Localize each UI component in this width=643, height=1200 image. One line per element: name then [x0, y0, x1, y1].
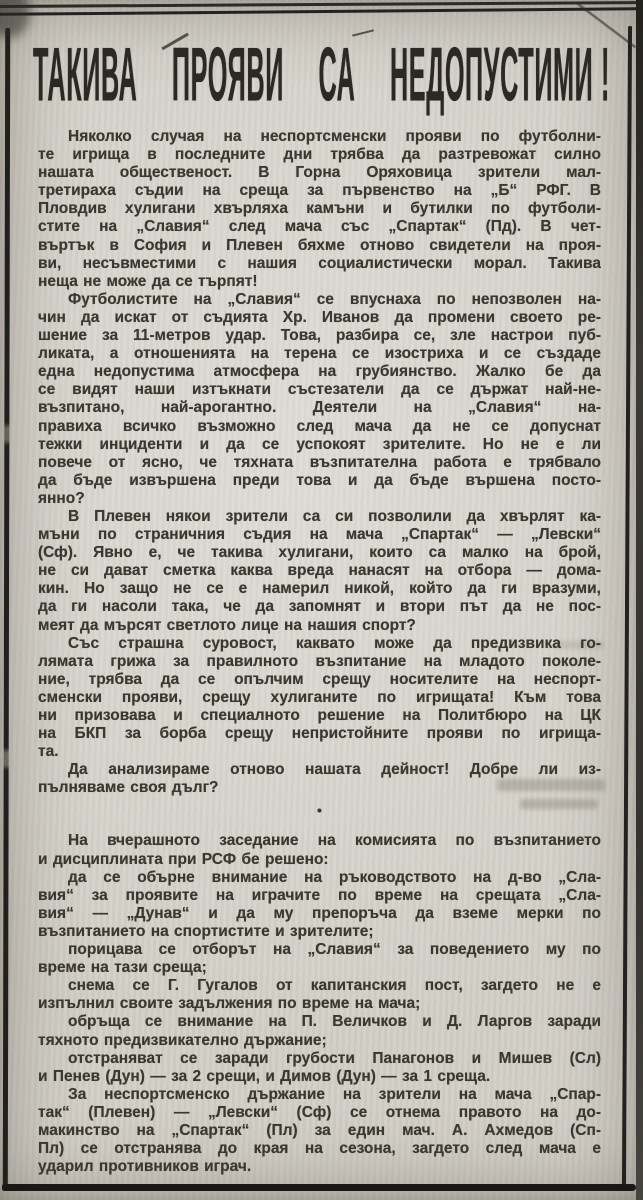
- body-line: те игрища в последните дни трябва да разтревожат силно: [38, 146, 601, 164]
- scan-edge-shadow: [636, 0, 643, 1200]
- body-line: макинство на „Спартак“ (Пл) за един мач. А. Ахмедов (Сп-: [38, 1121, 601, 1139]
- headline-word: НЕДОПУСТИМИ !: [389, 34, 611, 118]
- body-line: Пл) се отстранява до края на сезона, загдето след мача е: [38, 1140, 601, 1158]
- body-line: сменски прояви, срещу хулиганите по игрищата! Към това: [38, 688, 601, 706]
- body-line: неща не може да се търпят!: [38, 272, 258, 290]
- paragraph: [38, 941, 601, 977]
- body-line: ударил противников играч.: [38, 1158, 252, 1176]
- body-line: правиха всичко възможно след мача да не се допуснат: [38, 417, 601, 435]
- body-line: въртък в София и Плевен бяхме отново свидетели на проя-: [38, 236, 601, 254]
- body-line: и дисциплината при РСФ бе решено:: [38, 850, 329, 868]
- body-line: нашата общественост. В Горна Оряховица зрители мал-: [38, 164, 601, 182]
- body-line: кин. Но защо не се е намерил никой, който да ги вразуми,: [38, 580, 601, 598]
- body-line: се видят наши изтъкнати състезатели да се държат най-не-: [38, 381, 601, 399]
- body-line: да ги насоли така, че да запомнят и втори път да не пос-: [38, 598, 601, 616]
- body-line: на БКП за борба срещу непристойните прояви по игрища-: [38, 725, 601, 743]
- body-line: шение за 11-метров удар. Това, разбира се, зле настрои пуб-: [38, 327, 601, 345]
- body-line: повече от ясно, че тяхната възпитателна работа е трябвало: [38, 453, 601, 471]
- body-line: Със страшна суровост, каквато може да предизвика го-: [68, 634, 601, 652]
- body-line: отстраняват се заради грубости Панагонов и Мишев (Сл): [68, 1049, 601, 1067]
- body-line: янно?: [38, 489, 85, 507]
- body-line: обръща се внимание на П. Величков и Д. Ларгов заради: [68, 1013, 601, 1031]
- body-line: възпитано, най-арогантно. Деятели на „Славия“ на-: [38, 399, 601, 417]
- body-line: (Сф). Явно е, че такива хулигани, които са малко на брой,: [38, 544, 601, 562]
- body-line: вия“ — „Дунав“ и да му препоръча да вземе мерки по: [38, 904, 601, 922]
- body-line: една недопустима атмосфера на грубиянство. Жалко бе да: [38, 363, 601, 381]
- headline-word: СА: [318, 34, 356, 118]
- body-line: тежки инциденти и да се успокоят зрителите. Но не е ли: [38, 435, 601, 453]
- bottom-frame-bar: [2, 1184, 636, 1191]
- headline-word: ТАКИВА: [33, 34, 138, 118]
- body-line: Пловдив хулигани хвърляха камъни и бутилки по футболи-: [38, 200, 601, 218]
- paragraph: [38, 508, 601, 635]
- body-line: възпитанието на спортистите и зрителите;: [38, 922, 374, 940]
- body-line: стите на „Славия“ след мача със „Спартак“ (Пд). В чет-: [38, 218, 601, 236]
- body-line: та.: [38, 743, 59, 761]
- paragraph: [38, 977, 601, 1013]
- body-line: лямата грижа за правилното възпитание на младото поколе-: [38, 652, 601, 670]
- paragraph: [38, 128, 601, 291]
- body-line: За неспортсменско държание на зрители на мача „Спар-: [68, 1085, 601, 1103]
- body-line: В Плевен някои зрители са си позволили да хвърлят ка-: [68, 507, 601, 525]
- body-line: так“ (Плевен) — „Левски“ (Сф) се отнема правото на до-: [38, 1103, 601, 1121]
- headline: [33, 34, 613, 118]
- paragraph: [38, 635, 601, 762]
- paragraph: [38, 1013, 601, 1049]
- body-line: ликата, а отношенията на терена се изостриха и се създаде: [38, 345, 601, 363]
- body-line: време на тази среща;: [38, 959, 207, 977]
- headline-word: ПРОЯВИ: [171, 34, 284, 118]
- paragraph: [38, 1086, 601, 1176]
- body-line: пълняваме своя дълг?: [38, 779, 219, 797]
- body-line: Да анализираме отново нашата дейност! Добре ли из-: [68, 761, 601, 779]
- body-line: Футболистите на „Славия“ се впуснаха по непозволен на-: [68, 290, 601, 308]
- paragraph: [38, 291, 601, 508]
- body-line: вия“ за проявите на играчите по време на срещата „Сла-: [38, 886, 601, 904]
- body-line: снема се Г. Гугалов от капитанския пост, загдето не е: [68, 977, 601, 995]
- body-line: мъни по страничния съдия на мача „Спартак“ — „Левски“: [38, 526, 601, 544]
- body-line: ви, несъвместими с нашия социалистически морал. Такива: [38, 254, 601, 272]
- body-line: меят да мърсят светлото лице на нашия спорт?: [38, 616, 416, 634]
- paragraph: [38, 761, 601, 797]
- body-line: ние, трябва да се опълчим срещу носителите на неспорт-: [38, 670, 601, 688]
- article-body: [38, 128, 601, 1176]
- paragraph: [38, 869, 601, 941]
- body-line: третираха съдии на среща за първенство на „Б“ РФГ. В: [38, 182, 601, 200]
- body-line: На вчерашното заседание на комисията по възпитанието: [68, 832, 601, 850]
- body-line: тяхното предизвикателно държание;: [38, 1031, 327, 1049]
- body-line: да се обърне внимание на ръководството на д-во „Сла-: [68, 868, 601, 886]
- body-line: да бъде извършена преди това и да бъде вършена посто-: [38, 471, 601, 489]
- section-separator-dot: •: [317, 802, 322, 819]
- paragraph: [38, 832, 601, 868]
- body-line: порицава се отборът на „Славия“ за поведението му по: [68, 941, 601, 959]
- body-line: и Пенев (Дун) — за 2 срещи, и Димов (Дун) — за 1 среща.: [38, 1067, 491, 1085]
- body-line: ни призовава и специалното решение на Политбюро на ЦК: [38, 707, 601, 724]
- body-line: Няколко случая на неспортсменски прояви по футболни-: [68, 128, 601, 145]
- body-line: изпълнил своите задължения по време на мача;: [38, 995, 421, 1013]
- body-line: чин да искат от съдията Хр. Иванов да промени своето ре-: [38, 308, 601, 326]
- headline-text: [33, 34, 610, 120]
- body-line: не си дават сметка каква вреда нанасят на отбора — дома-: [38, 562, 601, 580]
- paragraph: [38, 1050, 601, 1086]
